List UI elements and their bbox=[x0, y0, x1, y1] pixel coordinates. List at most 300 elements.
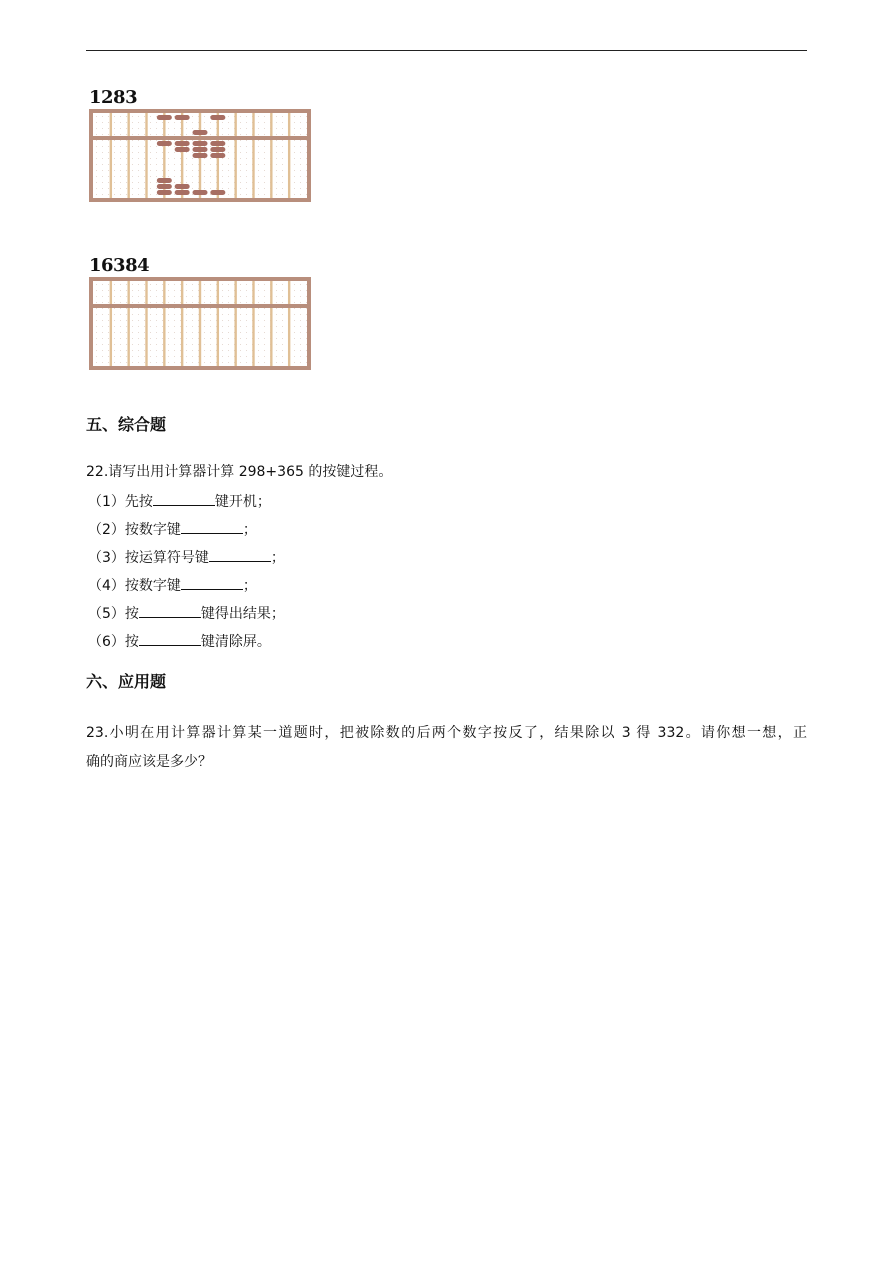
abacus-texture-dot bbox=[240, 128, 241, 129]
abacus-texture-dot bbox=[132, 194, 133, 195]
abacus-texture-dot bbox=[294, 122, 295, 123]
abacus-texture-dot bbox=[174, 356, 175, 357]
abacus-texture-dot bbox=[162, 320, 163, 321]
abacus-texture-dot bbox=[138, 356, 139, 357]
abacus-texture-dot bbox=[306, 122, 307, 123]
abacus-texture-dot bbox=[210, 350, 211, 351]
abacus-texture-dot bbox=[150, 116, 151, 117]
abacus-texture-dot bbox=[282, 188, 283, 189]
abacus-texture-dot bbox=[156, 194, 157, 195]
abacus-texture-dot bbox=[258, 314, 259, 315]
abacus-texture-dot bbox=[162, 290, 163, 291]
abacus-texture-dot bbox=[114, 122, 115, 123]
abacus-texture-dot bbox=[114, 290, 115, 291]
abacus-texture-dot bbox=[126, 194, 127, 195]
abacus-rod bbox=[288, 113, 290, 198]
abacus-texture-dot bbox=[192, 314, 193, 315]
abacus-texture-dot bbox=[300, 116, 301, 117]
abacus-texture-dot bbox=[240, 326, 241, 327]
abacus-texture-dot bbox=[300, 332, 301, 333]
abacus-texture-dot bbox=[174, 302, 175, 303]
abacus-texture-dot bbox=[138, 176, 139, 177]
abacus-texture-dot bbox=[294, 164, 295, 165]
abacus-texture-dot bbox=[108, 338, 109, 339]
abacus-texture-dot bbox=[228, 326, 229, 327]
abacus-texture-dot bbox=[204, 314, 205, 315]
abacus-texture-dot bbox=[156, 152, 157, 153]
abacus-texture-dot bbox=[282, 296, 283, 297]
answer-blank-4[interactable] bbox=[181, 576, 243, 590]
abacus-texture-dot bbox=[114, 188, 115, 189]
step-5 bbox=[88, 604, 285, 623]
abacus-texture-dot bbox=[228, 356, 229, 357]
abacus-texture-dot bbox=[144, 350, 145, 351]
abacus-texture-dot bbox=[120, 122, 121, 123]
abacus-texture-dot bbox=[300, 188, 301, 189]
abacus-texture-dot bbox=[156, 188, 157, 189]
abacus-texture-dot bbox=[204, 128, 205, 129]
abacus-texture-dot bbox=[246, 134, 247, 135]
abacus-texture-dot bbox=[294, 182, 295, 183]
abacus-texture-dot bbox=[300, 290, 301, 291]
abacus-texture-dot bbox=[156, 338, 157, 339]
abacus-texture-dot bbox=[210, 128, 211, 129]
abacus-texture-dot bbox=[222, 134, 223, 135]
abacus-texture-dot bbox=[258, 146, 259, 147]
abacus-texture-dot bbox=[276, 164, 277, 165]
abacus-texture-dot bbox=[96, 290, 97, 291]
abacus-texture-dot bbox=[306, 344, 307, 345]
abacus-figure-1 bbox=[89, 88, 311, 202]
abacus-texture-dot bbox=[204, 290, 205, 291]
abacus-texture-dot bbox=[276, 128, 277, 129]
abacus-texture-dot bbox=[96, 338, 97, 339]
abacus-texture-dot bbox=[210, 152, 211, 153]
abacus-texture-dot bbox=[138, 302, 139, 303]
abacus-texture-dot bbox=[198, 176, 199, 177]
abacus-texture-dot bbox=[126, 290, 127, 291]
abacus-texture-dot bbox=[168, 290, 169, 291]
abacus-texture-dot bbox=[294, 326, 295, 327]
abacus-texture-dot bbox=[192, 284, 193, 285]
abacus-texture-dot bbox=[138, 362, 139, 363]
abacus-texture-dot bbox=[168, 314, 169, 315]
abacus-texture-dot bbox=[138, 314, 139, 315]
abacus-texture-dot bbox=[186, 146, 187, 147]
abacus-texture-dot bbox=[276, 314, 277, 315]
abacus-texture-dot bbox=[264, 356, 265, 357]
abacus-texture-dot bbox=[276, 188, 277, 189]
abacus-texture-dot bbox=[96, 128, 97, 129]
abacus-texture-dot bbox=[228, 158, 229, 159]
abacus-rod bbox=[110, 113, 112, 198]
abacus-texture-dot bbox=[132, 116, 133, 117]
abacus-texture-dot bbox=[240, 134, 241, 135]
abacus-1 bbox=[89, 109, 311, 202]
abacus-texture-dot bbox=[120, 362, 121, 363]
abacus-texture-dot bbox=[240, 356, 241, 357]
abacus-texture-dot bbox=[258, 302, 259, 303]
abacus-texture-dot bbox=[150, 350, 151, 351]
abacus-texture-dot bbox=[102, 116, 103, 117]
abacus-texture-dot bbox=[210, 314, 211, 315]
abacus-texture-dot bbox=[162, 176, 163, 177]
step-5-suffix: 键得出结果； bbox=[200, 606, 285, 622]
abacus-texture-dot bbox=[204, 332, 205, 333]
abacus-texture-dot bbox=[306, 116, 307, 117]
abacus-texture-dot bbox=[210, 356, 211, 357]
abacus-texture-dot bbox=[210, 146, 211, 147]
answer-blank-6[interactable] bbox=[139, 632, 201, 646]
abacus-texture-dot bbox=[102, 122, 103, 123]
abacus-texture-dot bbox=[198, 146, 199, 147]
abacus-texture-dot bbox=[228, 146, 229, 147]
abacus-texture-dot bbox=[138, 146, 139, 147]
abacus-texture-dot bbox=[264, 146, 265, 147]
abacus-texture-dot bbox=[228, 152, 229, 153]
abacus-texture-dot bbox=[222, 302, 223, 303]
abacus-texture-dot bbox=[180, 326, 181, 327]
abacus-texture-dot bbox=[132, 182, 133, 183]
abacus-texture-dot bbox=[138, 188, 139, 189]
abacus-texture-dot bbox=[150, 338, 151, 339]
abacus-texture-dot bbox=[228, 332, 229, 333]
abacus-texture-dot bbox=[264, 182, 265, 183]
abacus-texture-dot bbox=[102, 134, 103, 135]
abacus-texture-dot bbox=[258, 332, 259, 333]
abacus-texture-dot bbox=[126, 176, 127, 177]
abacus-texture-dot bbox=[126, 296, 127, 297]
abacus-texture-dot bbox=[246, 362, 247, 363]
abacus-texture-dot bbox=[306, 314, 307, 315]
abacus-texture-dot bbox=[306, 164, 307, 165]
answer-blank-2[interactable] bbox=[181, 520, 243, 534]
abacus-texture-dot bbox=[246, 344, 247, 345]
abacus-texture-dot bbox=[282, 344, 283, 345]
abacus-texture-dot bbox=[150, 284, 151, 285]
abacus-texture-dot bbox=[306, 320, 307, 321]
abacus-texture-dot bbox=[222, 290, 223, 291]
abacus-texture-dot bbox=[174, 338, 175, 339]
abacus-texture-dot bbox=[246, 320, 247, 321]
abacus-texture-dot bbox=[168, 296, 169, 297]
abacus-texture-dot bbox=[300, 302, 301, 303]
abacus-texture-dot bbox=[222, 164, 223, 165]
abacus-texture-dot bbox=[246, 182, 247, 183]
abacus-texture-dot bbox=[162, 146, 163, 147]
abacus-texture-dot bbox=[222, 326, 223, 327]
abacus-texture-dot bbox=[222, 314, 223, 315]
abacus-texture-dot bbox=[264, 296, 265, 297]
abacus-texture-dot bbox=[276, 302, 277, 303]
step-1 bbox=[88, 492, 271, 511]
abacus-texture-dot bbox=[126, 140, 127, 141]
abacus-texture-dot bbox=[174, 188, 175, 189]
abacus-texture-dot bbox=[204, 188, 205, 189]
abacus-bead bbox=[175, 190, 190, 195]
abacus-texture-dot bbox=[192, 170, 193, 171]
abacus-texture-dot bbox=[300, 356, 301, 357]
abacus-texture-dot bbox=[156, 116, 157, 117]
abacus-rod bbox=[181, 281, 183, 366]
abacus-texture-dot bbox=[96, 116, 97, 117]
abacus-texture-dot bbox=[174, 296, 175, 297]
abacus-texture-dot bbox=[144, 290, 145, 291]
abacus-texture-dot bbox=[258, 170, 259, 171]
abacus-texture-dot bbox=[294, 158, 295, 159]
abacus-texture-dot bbox=[276, 176, 277, 177]
abacus-texture-dot bbox=[264, 164, 265, 165]
abacus-texture-dot bbox=[114, 194, 115, 195]
abacus-texture-dot bbox=[162, 338, 163, 339]
abacus-texture-dot bbox=[126, 332, 127, 333]
abacus-bead bbox=[210, 153, 225, 158]
abacus-texture-dot bbox=[114, 338, 115, 339]
abacus-texture-dot bbox=[228, 308, 229, 309]
abacus-texture-dot bbox=[156, 158, 157, 159]
abacus-texture-dot bbox=[168, 152, 169, 153]
abacus-texture-dot bbox=[240, 320, 241, 321]
abacus-texture-dot bbox=[294, 296, 295, 297]
abacus-texture-dot bbox=[174, 140, 175, 141]
abacus-texture-dot bbox=[228, 344, 229, 345]
abacus-texture-dot bbox=[198, 128, 199, 129]
abacus-texture-dot bbox=[306, 146, 307, 147]
abacus-texture-dot bbox=[150, 314, 151, 315]
abacus-texture-dot bbox=[174, 290, 175, 291]
abacus-texture-dot bbox=[294, 152, 295, 153]
abacus-texture-dot bbox=[294, 350, 295, 351]
abacus-texture-dot bbox=[132, 362, 133, 363]
abacus-texture-dot bbox=[162, 134, 163, 135]
abacus-texture-dot bbox=[132, 326, 133, 327]
abacus-texture-dot bbox=[198, 314, 199, 315]
answer-blank-1[interactable] bbox=[153, 492, 215, 506]
abacus-texture-dot bbox=[96, 194, 97, 195]
abacus-texture-dot bbox=[96, 314, 97, 315]
abacus-texture-dot bbox=[246, 338, 247, 339]
abacus-texture-dot bbox=[204, 320, 205, 321]
abacus-texture-dot bbox=[186, 308, 187, 309]
abacus-texture-dot bbox=[228, 188, 229, 189]
abacus-texture-dot bbox=[114, 158, 115, 159]
abacus-texture-dot bbox=[102, 128, 103, 129]
abacus-texture-dot bbox=[186, 350, 187, 351]
abacus-rod bbox=[252, 113, 254, 198]
question-23-line-2: 确的商应该是多少？ bbox=[86, 754, 212, 770]
abacus-texture-dot bbox=[240, 146, 241, 147]
abacus-texture-dot bbox=[102, 344, 103, 345]
abacus-texture-dot bbox=[168, 350, 169, 351]
abacus-texture-dot bbox=[150, 128, 151, 129]
abacus-texture-dot bbox=[240, 122, 241, 123]
abacus-texture-dot bbox=[102, 302, 103, 303]
abacus-texture-dot bbox=[108, 350, 109, 351]
abacus-texture-dot bbox=[150, 308, 151, 309]
abacus-texture-dot bbox=[240, 188, 241, 189]
abacus-texture-dot bbox=[204, 182, 205, 183]
abacus-texture-dot bbox=[186, 170, 187, 171]
abacus-texture-dot bbox=[168, 170, 169, 171]
abacus-texture-dot bbox=[240, 182, 241, 183]
abacus-texture-dot bbox=[300, 308, 301, 309]
abacus-texture-dot bbox=[96, 182, 97, 183]
abacus-texture-dot bbox=[168, 140, 169, 141]
abacus-texture-dot bbox=[144, 338, 145, 339]
abacus-texture-dot bbox=[108, 122, 109, 123]
abacus-texture-dot bbox=[222, 344, 223, 345]
abacus-texture-dot bbox=[282, 122, 283, 123]
abacus-texture-dot bbox=[276, 344, 277, 345]
abacus-texture-dot bbox=[246, 296, 247, 297]
abacus-texture-dot bbox=[126, 116, 127, 117]
abacus-texture-dot bbox=[294, 338, 295, 339]
abacus-texture-dot bbox=[282, 338, 283, 339]
abacus-texture-dot bbox=[126, 170, 127, 171]
abacus-texture-dot bbox=[192, 182, 193, 183]
abacus-texture-dot bbox=[156, 314, 157, 315]
abacus-texture-dot bbox=[144, 188, 145, 189]
step-3-prefix: （3）按运算符号键 bbox=[88, 550, 209, 566]
abacus-texture-dot bbox=[306, 338, 307, 339]
abacus-texture-dot bbox=[144, 344, 145, 345]
abacus-texture-dot bbox=[156, 182, 157, 183]
abacus-texture-dot bbox=[276, 320, 277, 321]
abacus-texture-dot bbox=[174, 350, 175, 351]
abacus-texture-dot bbox=[282, 362, 283, 363]
abacus-texture-dot bbox=[126, 188, 127, 189]
abacus-texture-dot bbox=[240, 344, 241, 345]
abacus-2 bbox=[89, 277, 311, 370]
abacus-texture-dot bbox=[138, 140, 139, 141]
abacus-texture-dot bbox=[228, 170, 229, 171]
abacus-texture-dot bbox=[180, 344, 181, 345]
abacus-texture-dot bbox=[138, 326, 139, 327]
abacus-texture-dot bbox=[180, 134, 181, 135]
abacus-texture-dot bbox=[240, 140, 241, 141]
abacus-texture-dot bbox=[180, 362, 181, 363]
abacus-texture-dot bbox=[246, 290, 247, 291]
abacus-texture-dot bbox=[156, 356, 157, 357]
question-23-line-1: 23.小明在用计算器计算某一道题时，把被除数的后两个数字按反了，结果除以 3 得 332。请你想一想，正 bbox=[86, 725, 807, 741]
abacus-texture-dot bbox=[246, 332, 247, 333]
step-6-prefix: （6）按 bbox=[88, 634, 139, 650]
abacus-bead bbox=[210, 147, 225, 152]
abacus-texture-dot bbox=[240, 314, 241, 315]
abacus-texture-dot bbox=[228, 338, 229, 339]
abacus-texture-dot bbox=[156, 308, 157, 309]
abacus-texture-dot bbox=[96, 140, 97, 141]
abacus-texture-dot bbox=[126, 128, 127, 129]
abacus-texture-dot bbox=[132, 128, 133, 129]
abacus-texture-dot bbox=[222, 170, 223, 171]
abacus-texture-dot bbox=[126, 344, 127, 345]
abacus-texture-dot bbox=[240, 170, 241, 171]
abacus-texture-dot bbox=[306, 290, 307, 291]
abacus-texture-dot bbox=[300, 146, 301, 147]
abacus-texture-dot bbox=[228, 128, 229, 129]
abacus-texture-dot bbox=[228, 176, 229, 177]
abacus-texture-dot bbox=[240, 284, 241, 285]
abacus-texture-dot bbox=[186, 356, 187, 357]
abacus-texture-dot bbox=[282, 302, 283, 303]
abacus-texture-dot bbox=[204, 338, 205, 339]
abacus-texture-dot bbox=[246, 140, 247, 141]
abacus-texture-dot bbox=[198, 320, 199, 321]
abacus-texture-dot bbox=[246, 356, 247, 357]
abacus-texture-dot bbox=[276, 356, 277, 357]
abacus-texture-dot bbox=[108, 134, 109, 135]
abacus-texture-dot bbox=[126, 182, 127, 183]
abacus-texture-dot bbox=[108, 290, 109, 291]
abacus-texture-dot bbox=[246, 164, 247, 165]
abacus-texture-dot bbox=[192, 350, 193, 351]
abacus-texture-dot bbox=[276, 170, 277, 171]
answer-blank-5[interactable] bbox=[139, 604, 201, 618]
abacus-texture-dot bbox=[210, 332, 211, 333]
abacus-texture-dot bbox=[192, 308, 193, 309]
abacus-texture-dot bbox=[174, 314, 175, 315]
abacus-texture-dot bbox=[102, 158, 103, 159]
abacus-texture-dot bbox=[294, 194, 295, 195]
abacus-texture-dot bbox=[222, 158, 223, 159]
abacus-texture-dot bbox=[282, 194, 283, 195]
abacus-texture-dot bbox=[228, 296, 229, 297]
abacus-texture-dot bbox=[198, 344, 199, 345]
abacus-texture-dot bbox=[282, 326, 283, 327]
step-3 bbox=[88, 548, 285, 567]
abacus-texture-dot bbox=[306, 302, 307, 303]
abacus-rod bbox=[234, 113, 236, 198]
abacus-texture-dot bbox=[192, 194, 193, 195]
abacus-texture-dot bbox=[150, 326, 151, 327]
abacus-texture-dot bbox=[276, 140, 277, 141]
abacus-texture-dot bbox=[180, 176, 181, 177]
abacus-bead bbox=[175, 141, 190, 146]
abacus-texture-dot bbox=[162, 332, 163, 333]
abacus-texture-dot bbox=[300, 338, 301, 339]
abacus-texture-dot bbox=[168, 326, 169, 327]
abacus-texture-dot bbox=[306, 140, 307, 141]
abacus-texture-dot bbox=[102, 146, 103, 147]
abacus-texture-dot bbox=[198, 290, 199, 291]
answer-blank-3[interactable] bbox=[209, 548, 271, 562]
abacus-texture-dot bbox=[258, 116, 259, 117]
abacus-texture-dot bbox=[108, 182, 109, 183]
abacus-texture-dot bbox=[264, 290, 265, 291]
abacus-texture-dot bbox=[120, 140, 121, 141]
abacus-texture-dot bbox=[108, 284, 109, 285]
abacus-texture-dot bbox=[96, 176, 97, 177]
abacus-texture-dot bbox=[162, 308, 163, 309]
abacus-texture-dot bbox=[132, 122, 133, 123]
abacus-texture-dot bbox=[264, 140, 265, 141]
abacus-texture-dot bbox=[162, 122, 163, 123]
abacus-texture-dot bbox=[132, 284, 133, 285]
abacus-texture-dot bbox=[96, 326, 97, 327]
abacus-bead bbox=[157, 190, 172, 195]
section-heading-6: 六、应用题 bbox=[86, 672, 167, 691]
abacus-texture-dot bbox=[96, 122, 97, 123]
abacus-texture-dot bbox=[198, 302, 199, 303]
abacus-texture-dot bbox=[114, 182, 115, 183]
abacus-texture-dot bbox=[228, 134, 229, 135]
abacus-texture-dot bbox=[168, 164, 169, 165]
abacus-texture-dot bbox=[264, 128, 265, 129]
abacus-texture-dot bbox=[204, 170, 205, 171]
abacus-texture-dot bbox=[258, 326, 259, 327]
abacus-texture-dot bbox=[264, 362, 265, 363]
